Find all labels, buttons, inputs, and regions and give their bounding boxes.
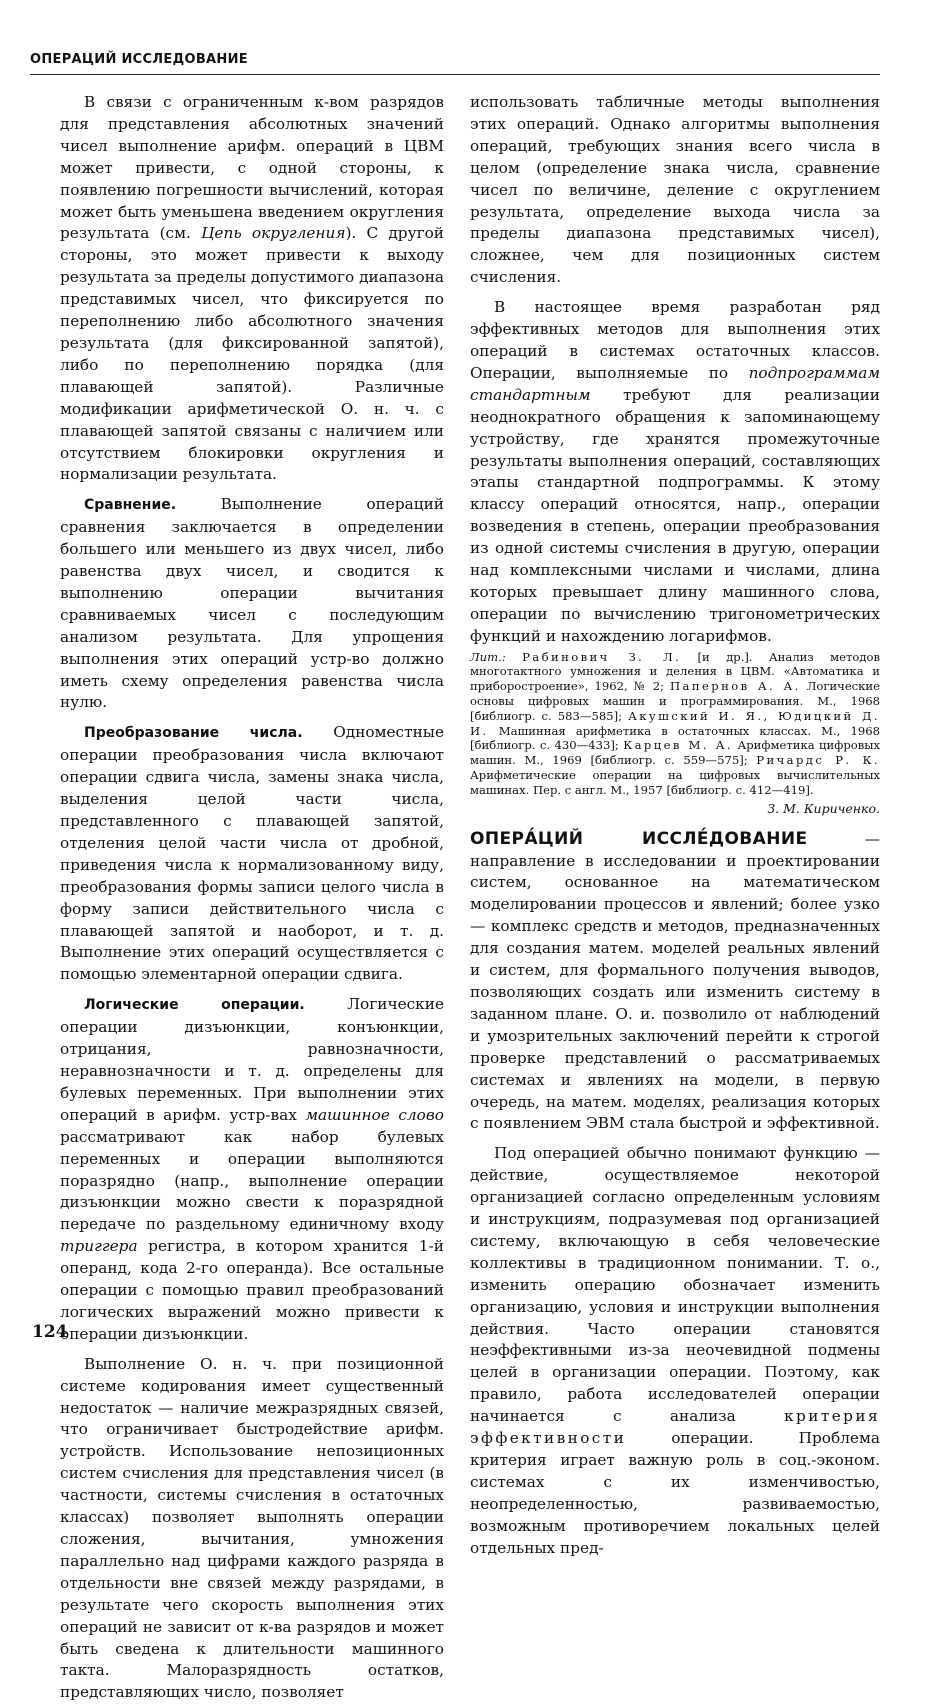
paragraph: В настоящее время разработан ряд эффективных методов для выполнения этих операций в системах остаточных классов. Операции, выполняемые по подпрограммам стандартным требуют для реализации неоднократного обращения к запоминающему устройству, где хранятся промежуточные результаты выполнения операций, составляющих этапы стандартной подпрограммы. К этому классу операций относятся, напр., операции возведения в степень, операции преобразования из одной системы счисления в другую, операции над комплексными числами и числами, длина которых превышает длину машинного слова, операции по вычислению тригонометрических функций и нахождению логарифмов. [470, 298, 880, 645]
cross-reference-link[interactable]: машинное слово [305, 1105, 444, 1124]
right-column [470, 92, 881, 1557]
left-column [60, 92, 445, 1702]
paragraph: Преобразование числа. Одноместные операции преобразования числа включают операции сдвига числа, замены знака числа, выделения целой части числа, представленного с плавающей запятой, отделения целой части числа от дробной, приведения числа к нормализованному виду, преобразования формы записи целого числа в форму записи действительного числа с плавающей запятой и наоборот, и т. д. Выполнение этих операций осуществляется с помощью элементарной операции сдвига. [60, 723, 444, 984]
article-author: З. М. Кириченко. [767, 800, 880, 816]
spaced-term: критерия эффективности [470, 1407, 880, 1448]
paragraph: Под операцией обычно понимают функцию — действие, осуществляемое некоторой организацией согласно определенным условиям и инструкциям, подразумевая под организацией систему, включающую в себя человеческие коллективы в традиционном понимании. Т. о., изменить операцию обозначает изменить организацию, условия и инструкции выполнения действия. Часто операции становятся неэффективными из-за неочевидной подмены целей в организации операции. Поэтому, как правило, работа исследователей операции начинается с анализа критерия эффективности операции. Проблема критерия играет важную роль в соц.-эконом. системах с их изменчивостью, неопределенностью, развиваемостью, возможным противоречием локальных целей отдельных пред- [470, 1144, 880, 1557]
article-headword: ОПЕРА́ЦИЙ ИССЛЕ́ДОВАНИЕ [470, 828, 808, 849]
cross-reference-link[interactable]: триггера [60, 1237, 138, 1256]
paragraph: Выполнение О. н. ч. при позиционной системе кодирования имеет существенный недостаток — наличие межразрядных связей, что ограничивает быстродействие арифм. устройств. Использование непозиционных систем счисления для представления чисел (в частности, системы счисления в остаточных классах) позволяет выполнять операции сложения, вычитания, умножения параллельно над цифрами каждого разряда в отдельности вне связей между разрядами, в результате чего скорость выполнения этих операций не зависит от к-ва разрядов и может быть сведена к длительности машинного такта. Малоразрядность остатков, представляющих число, позволяет [60, 1354, 444, 1702]
paragraph: Сравнение. Выполнение операций сравнения заключается в определении большего или меньшего из двух чисел, либо равенства двух чисел, и сводится к выполнению операции вычитания сравниваемых чисел с последующим анализом результата. Для упрощения выполнения этих операций устр-во должно иметь схему определения равенства числа нулю. [60, 495, 444, 712]
article-intro: ОПЕРА́ЦИЙ ИССЛЕ́ДОВАНИЕ — направление в исследовании и проектировании систем, основанное на математическом моделировании процессов и явлений; более узко — комплекс средств и методов, предназначенных для создания матем. моделей реальных явлений и систем, для формального получения выводов, позволяющих создать или изменить систему в заданном плане. О. и. позволило от наблюдений и умозрительных заключений перейти к строгой проверке представлений о рассматриваемых системах и явлениях на модели, в первую очередь, на матем. моделях, реализация которых с появлением ЭВМ стала быстрой и эффективной. [470, 828, 880, 1133]
section-lead: Преобразование числа. [84, 725, 303, 742]
paragraph: В связи с ограниченным к-вом разрядов для представления абсолютных значений чисел выполнение арифм. операций в ЦВМ может привести, с одной стороны, к появлению погрешности вычислений, которая может быть уменьшена введением округления результата (см. Цепь округления). С другой стороны, это может привести к выходу результата за пределы допустимого диапазона представимых чисел, что фиксируется по переполнению либо абсолютного значения результата (для фиксированной запятой), либо по переполнению порядка (для плавающей запятой). Различные модификации арифметической О. н. ч. с плавающей запятой связаны с наличием или отсутствием блокировки округления и нормализации результата. [60, 93, 445, 484]
section-lead: Сравнение. [84, 497, 177, 514]
paragraph: использовать табличные методы выполнения этих операций. Однако алгоритмы выполнения операций, требующих знания всего числа в целом (определение знака числа, сравнение чисел по величине, деление с округлением результата, определение выхода числа за пределы диапазона представимых чисел), сложнее, чем для позиционных систем счисления. [470, 93, 880, 287]
running-head: ОПЕРАЦИЙ ИССЛЕДОВАНИЕ [30, 52, 248, 67]
section-lead: Логические операции. [84, 997, 305, 1014]
header-rule [30, 74, 880, 75]
paragraph: Логические операции. Логические операции дизъюнкции, конъюнкции, отрицания, равнозначности, неравнозначности и т. д. определены для булевых переменных. При выполнении этих операций в арифм. устр-вах машинное слово рассматривают как набор булевых переменных и операции выполняются поразрядно (напр., выполнение операции дизъюнкции можно свести к поразрядной передаче по раздельному единичному входу триггера регистра, в котором хранится 1-й операнд, кода 2-го операнда). Все остальные операции с помощью правил преобразований логических выражений можно привести к операции дизъюнкции. [60, 995, 444, 1343]
page-number: 124 [32, 1322, 68, 1342]
cross-reference-link[interactable]: Цепь округления [201, 224, 346, 243]
bibliography: Лит.: Рабинович З. Л. [и др.]. Анализ методов многотактного умножения и деления в ЦВМ. «Автоматика и приборостроение», 1962, № 2; Папернов А. А. Логические основы цифровых машин и программирования. М., 1968 [библиогр. с. 583—585]; Акушский И. Я., Юдицкий Д. И. Машинная арифметика в остаточных классах. М., 1968 [библиогр. с. 430—433]; Карцев М. А. Арифметика цифровых машин. М., 1969 [библиогр. с. 559—575]; Ричардс Р. К. Арифметические операции на цифровых вычислительных машинах. Пер. с англ. М., 1957 [библиогр. с. 412—419]. [470, 649, 881, 797]
cross-reference-link[interactable]: подпрограммам стандартным [470, 363, 880, 404]
